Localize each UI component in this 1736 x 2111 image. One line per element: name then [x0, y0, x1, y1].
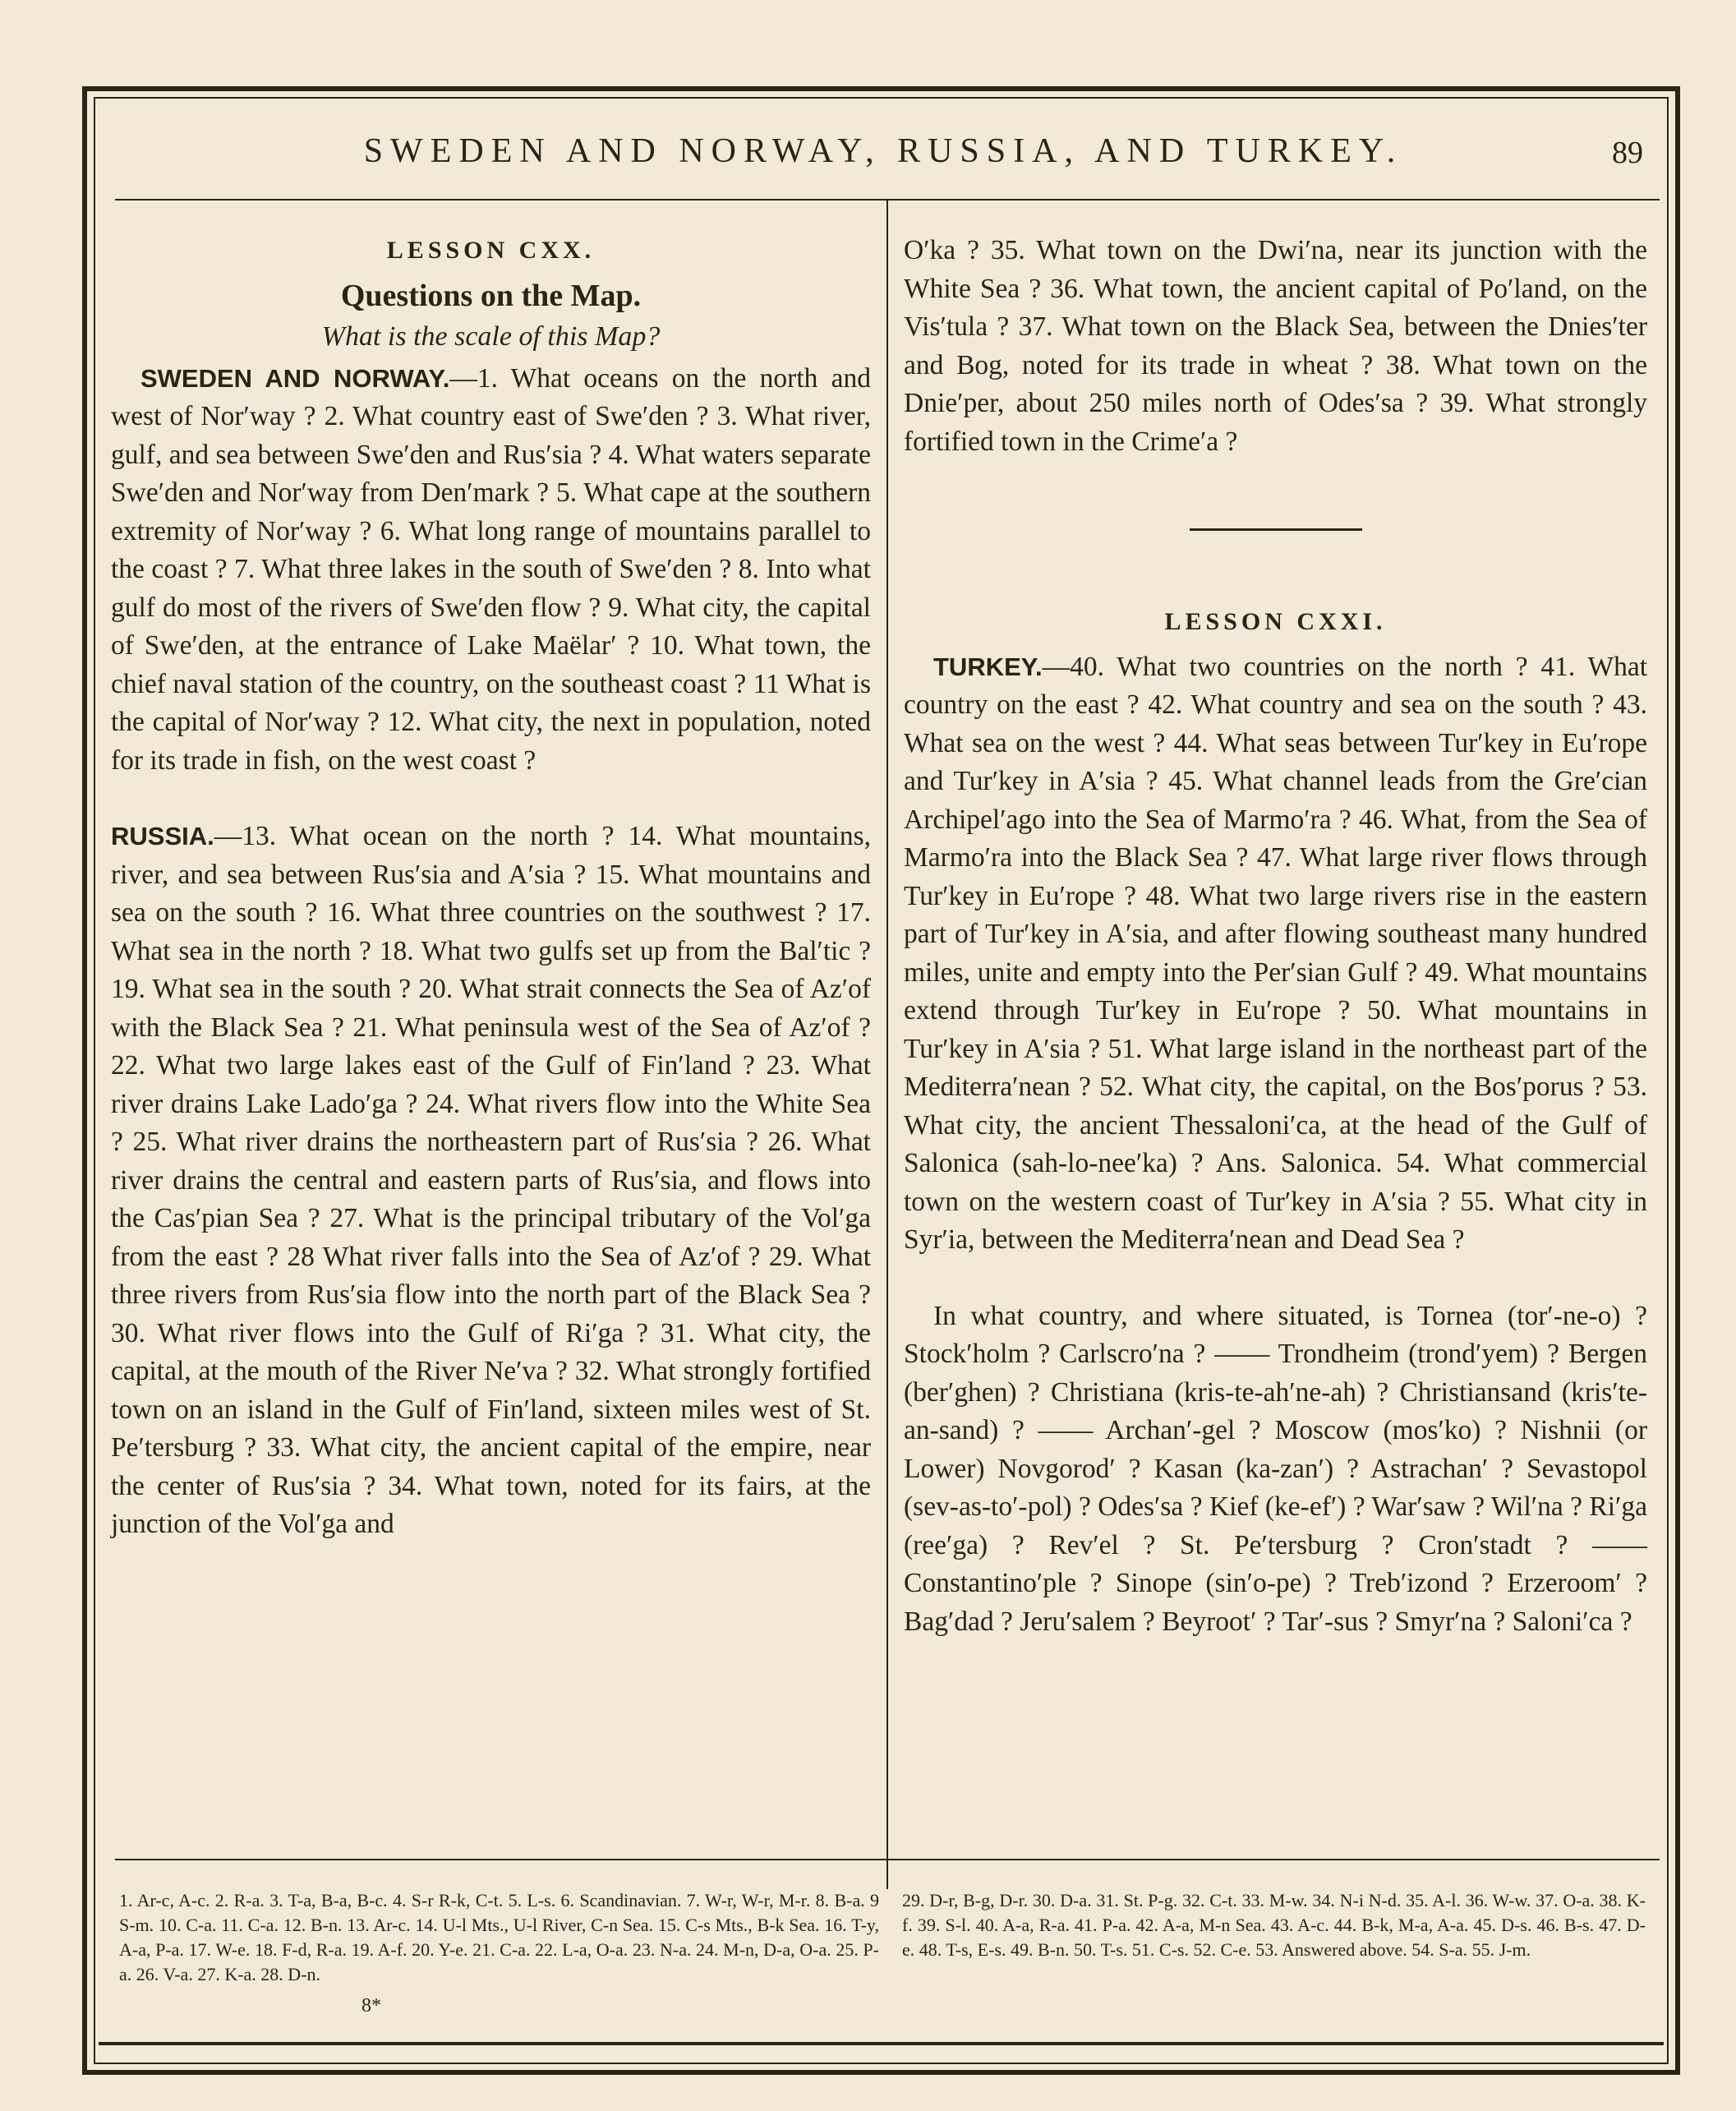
column-divider	[886, 200, 888, 1889]
turkey-text: —40. What two countries on the north ? 41. What country on the east ? 42. What country and sea on the south ? 43. What sea on the west ? 44. What seas between Tur′key in Eu′rope and Tur′key in A′sia ? 45. What channel leads from the Gre′cian Archipel′ago into the Sea of Marmo′ra ? 46. What, from the Sea of Marmo′ra into the Black Sea ? 47. What large river flows through Tur′key in Eu′rope ? 48. What two large rivers rise in the eastern part of Tur′key in A′sia, and after flowing southeast many hundred miles, unite and empty into the Per′sian Gulf ? 49. What mountains extend through Tur′key in Eu′rope ? 50. What mountains in Tur′key in A′sia ? 51. What large island in the northeast part of the Mediterra′nean ? 52. What city, the capital, on the Bos′porus ? 53. What city, the ancient Thessaloni′ca, at the head of the Gulf of Salonica (sah-lo-nee′ka) ? Ans. Salonica. 54. What commercial town on the western coast of Tur′key in A′sia ? 55. What city in Syr′ia, between the Mediterra′nean and Dead Sea ?	[904, 651, 1647, 1255]
sweden-paragraph	[111, 360, 871, 781]
russia-heading: RUSSIA.	[111, 822, 214, 850]
russia-text: —13. What ocean on the north ? 14. What mountains, river, and sea between Rus′sia and A′sia ? 15. What mountains and sea on the south ? 16. What three countries on the southwest ? 17. What sea in the north ? 18. What two gulfs set up from the Bal′tic ? 19. What sea in the south ? 20. What strait connects the Sea of Az′of with the Black Sea ? 21. What peninsula west of the Sea of Az′of ? 22. What two large lakes east of the Gulf of Fin′land ? 23. What river drains Lake Lado′ga ? 24. What rivers flow into the White Sea ? 25. What river drains the northeastern part of Rus′sia ? 26. What river drains the central and eastern parts of Rus′sia, and flows into the Cas′pian Sea ? 27. What is the principal tributary of the Vol′ga from the east ? 28 What river falls into the Sea of Az′of ? 29. What three rivers from Rus′sia flow into the north part of the Black Sea ? 30. What river flows into the Gulf of Ri′ga ? 31. What city, the capital, at the mouth of the River Ne′va ? 32. What strongly fortified town on an island in the Gulf of Fin′land, sixteen miles west of St. Pe′tersburg ? 33. What city, the ancient capital of the empire, near the center of Rus′sia ? 34. What town, noted for its fairs, at the junction of the Vol′ga and	[111, 821, 871, 1539]
russia-paragraph	[111, 818, 871, 1544]
scale-question: What is the scale of this Map?	[321, 321, 661, 352]
russia-continued-text: O′ka ? 35. What town on the Dwi′na, near its junction with the White Sea ? 36. What town, the ancient capital of Po′land, on the Vis′tula ? 37. What town on the Black Sea, between the Dnies′ter and Bog, noted for its trade in wheat ? 38. What town on the Dnie′per, about 250 miles north of Odes′sa ? 39. What strongly fortified town in the Crime′a ?	[904, 235, 1647, 457]
sweden-text: —1. What oceans on the north and west of Nor′way ? 2. What country east of Swe′den ? 3. What river, gulf, and sea between Swe′den and Rus′sia ? 4. What waters separate Swe′den and Nor′way from Den′mark ? 5. What cape at the southern extremity of Nor′way ? 6. What long range of mountains parallel to the coast ? 7. What three lakes in the south of Swe′den ? 8. Into what gulf do most of the rivers of Swe′den flow ? 9. What city, the capital of Swe′den, at the entrance of Lake Maëlar′ ? 10. What town, the chief naval station of the country, on the southeast coast ? 11 What is the capital of Nor′way ? 12. What city, the next in population, noted for its trade in fish, on the west coast ?	[111, 362, 871, 776]
footnote-rule	[115, 1859, 1660, 1860]
answers-left: 1. Ar-c, A-c. 2. R-a. 3. T-a, B-a, B-c. 4. S-r R-k, C-t. 5. L-s. 6. Scandinavian. 7. W-r, W-r, M-r. 8. B-a. 9 S-m. 10. C-a. 11. C-a. 12. B-n. 13. Ar-c. 14. U-l Mts., U-l River, C-n Sea. 15. C-s Mts., B-k Sea. 16. T-y, A-a, P-a. 17. W-e. 18. F-d, R-a. 19. A-f. 20. Y-e. 21. C-a. 22. L-a, O-a. 23. N-a. 24. M-n, D-a, O-a. 25. P-a. 26. V-a. 27. K-a. 28. D-n.	[119, 1890, 879, 1984]
running-head: SWEDEN AND NORWAY, RUSSIA, AND TURKEY.	[363, 132, 1403, 170]
turkey-heading: TURKEY.	[933, 652, 1043, 681]
lesson-title-cxx: LESSON CXX.	[386, 237, 596, 264]
answers-right: 29. D-r, B-g, D-r. 30. D-a. 31. St. P-g. 32. C-t. 33. M-w. 34. N-i N-d. 35. A-l. 36. W-w. 37. O-a. 38. K-f. 39. S-l. 40. A-a, R-a. 41. P-a. 42. A-a, M-n Sea. 43. A-c. 44. B-k, M-a, A-a. 45. D-s. 46. B-s. 47. D-e. 48. T-s, E-s. 49. B-n. 50. T-s. 51. C-s. 52. C-e. 53. Answered above. 54. S-a. 55. J-m.	[902, 1890, 1646, 1960]
lesson-separator	[1190, 528, 1362, 531]
page-number: 89	[1612, 136, 1643, 170]
section-subtitle: Questions on the Map.	[340, 278, 642, 313]
lesson-title-cxxi: LESSON CXXI.	[1164, 608, 1387, 635]
situated-paragraph: In what country, and where situated, is Tornea (tor′-ne-o) ? Stock′holm ? Carlscro′na ? —— Trondheim (trond′yem) ? Bergen (ber′ghen) ? Christiana (kris-te-ah′ne-ah) ? Christiansand (kris′te-an-sand) ? —— Archan′-gel ? Moscow (mos′ko) ? Nishnii (or Lower) Novgorod′ ? Kasan (ka-zan′) ? Astrachan′ ? Sevastopol (sev-as-to′-pol) ? Odes′sa ? Kief (ke-ef′) ? War′saw ? Wil′na ? Ri′ga (ree′ga) ? Rev′el ? St. Pe′tersburg ? Cron′stadt ? —— Constantino′ple ? Sinope (sin′o-pe) ? Treb′izond ? Erzeroom′ ? Bag′dad ? Jeru′salem ? Beyroot′ ? Tar′-sus ? Smyr′na ? Saloni′ca ?	[904, 1300, 1647, 1637]
signature-mark: 8*	[361, 1995, 381, 2017]
left-column	[111, 232, 871, 1544]
bottom-rule	[99, 2042, 1664, 2045]
page-header	[107, 123, 1660, 189]
turkey-paragraph	[904, 648, 1647, 1260]
sweden-heading: SWEDEN AND NORWAY.	[140, 363, 450, 393]
right-column	[904, 232, 1647, 1641]
